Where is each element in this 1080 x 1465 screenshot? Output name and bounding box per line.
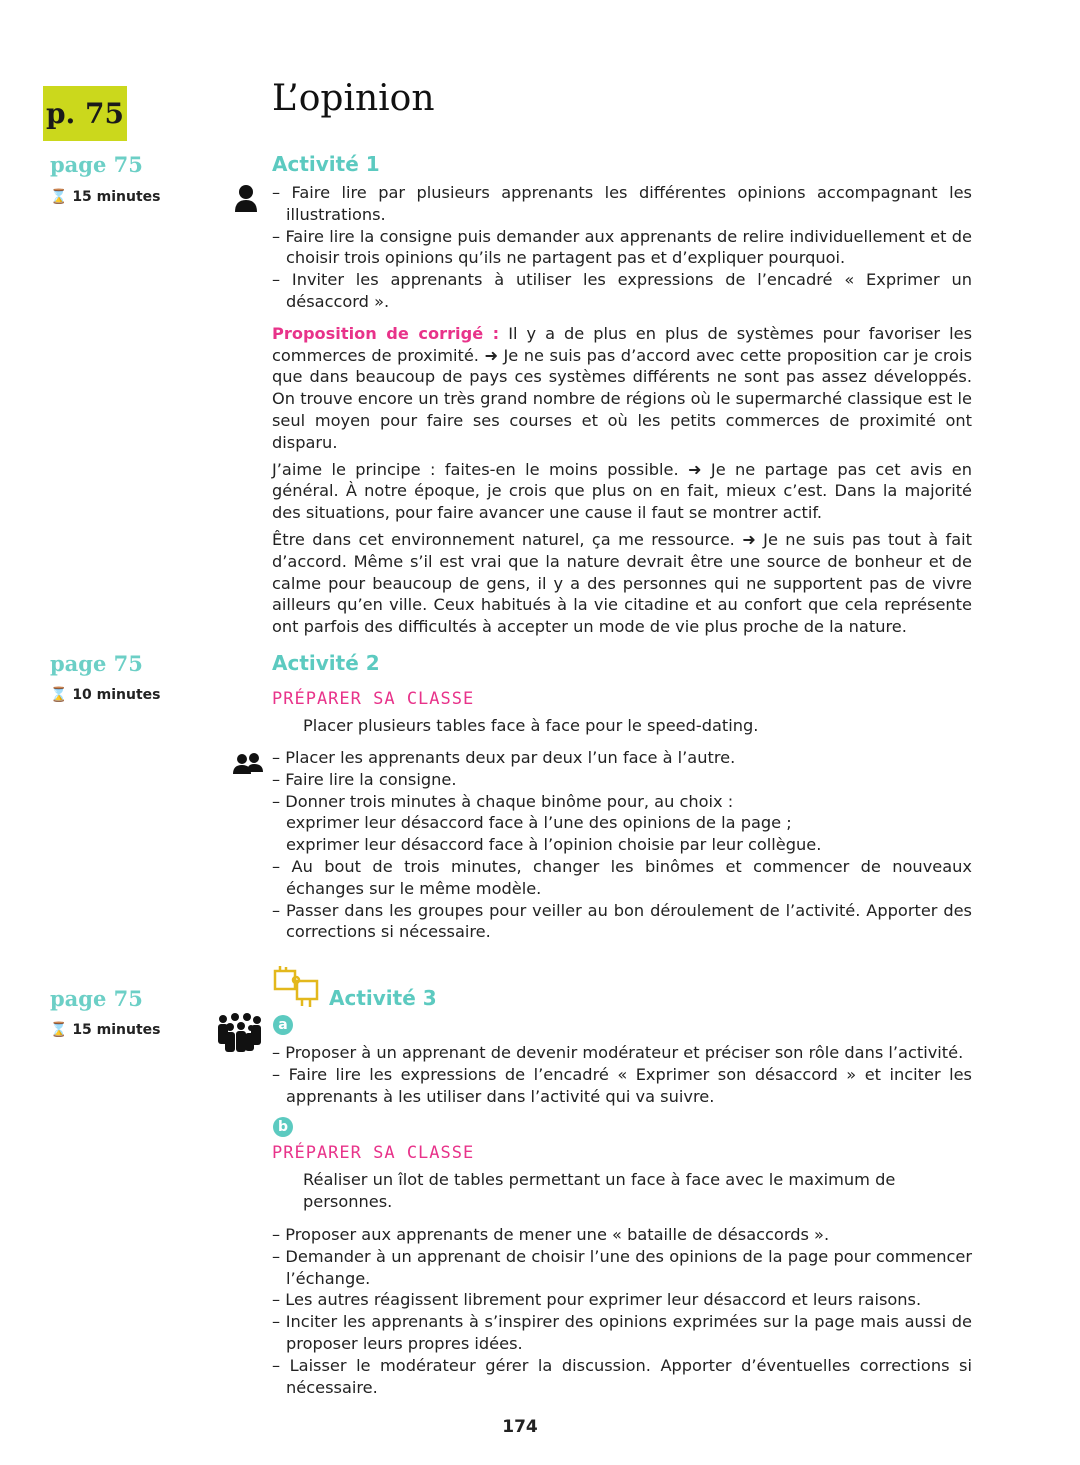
pair-icon [232,752,264,778]
list-item: – Laisser le modérateur gérer la discussion. Apporter d’éventuelles corrections si nécessaire. [272,1355,972,1397]
activity-1-body [272,182,972,643]
sub-item: exprimer leur désaccord face à l’une des opinions de la page ; [286,813,792,833]
activity-heading: Activité 1 [272,152,380,176]
correction-paragraph: J’aime le principe : faites-en le moins possible. ➜ Je ne partage pas cet avis en général. À notre époque, je crois que plus on en fait, mieux c’est. Dans la majorité des situations, pour faire avancer une cause il faut se montrer actif. [272,459,972,523]
correction-paragraph: Être dans cet environnement naturel, ça me ressource. ➜ Je ne suis pas tout à fait d’accord. Même s’il est vrai que la nature devrait être une source de bonheur et de calme pour beaucoup de gens, il y a des personnes qui ne supportent pas de vivre ailleurs qu’en ville. Ceux habitués à la vie citadine et au confort que cela représente ont parfois des difficultés à accepter un mode de vie plus proche de la nature. [272,529,972,637]
hourglass-icon: ⌛ [50,687,68,703]
list-item: – Placer les apprenants deux par deux l’un face à l’autre. [272,748,736,767]
duration: ⌛ 10 minutes [50,687,161,703]
page-ref: page 75 [50,152,143,177]
prep-text: Placer plusieurs tables face à face pour le speed-dating. [303,716,759,735]
list-item: – Les autres réagissent librement pour exprimer leur désaccord et leurs raisons. [272,1290,922,1310]
prep-label: PRÉPARER SA CLASSE [272,689,475,709]
list-item: – Faire lire la consigne puis demander aux apprenants de relire individuellement et de choisir trois opinions qu’ils ne partagent pas et d’expliquer pourquoi. [272,226,972,268]
page-number: 174 [502,1417,538,1437]
list-item: – Proposer aux apprenants de mener une « bataille de désaccords ». [272,1225,830,1244]
correction-paragraph: Proposition de corrigé : Il y a de plus en plus de systèmes pour favoriser les commerces de proximité. ➜ Je ne suis pas d’accord avec cette proposition car je crois que dans beaucoup de pays ces systèmes différents ne sont pas assez développés. On trouve encore un très grand nombre de régions où le supermarché classique est le seul moyen pour faire ses courses et où les petits commerces de proximité ont disparu. [272,323,972,452]
puzzle-hands-icon [272,965,324,1009]
step-b-badge: b [273,1117,293,1137]
list-item: – Demander à un apprenant de choisir l’une des opinions de la page pour commencer l’échange. [272,1246,972,1288]
activity-heading: Activité 2 [272,651,380,675]
list-item: – Proposer à un apprenant de devenir modérateur et préciser son rôle dans l’activité. [272,1043,964,1062]
hourglass-icon: ⌛ [50,189,68,205]
page-ref: page 75 [50,651,143,676]
hourglass-icon: ⌛ [50,1022,68,1038]
duration: ⌛ 15 minutes [50,1022,161,1038]
duration: ⌛ 15 minutes [50,189,161,205]
group-icon [215,1013,263,1053]
prep-text: Réaliser un îlot de tables permettant un face à face avec le maximum de personnes. [303,1170,896,1211]
list-item: – Faire lire la consigne. [272,769,457,789]
page-title: L’opinion [272,78,435,119]
activity-heading: Activité 3 [329,986,437,1010]
person-icon [234,184,258,212]
list-item: – Donner trois minutes à chaque binôme pour, au choix : [272,791,734,811]
activity-3b-body [272,1224,972,1398]
sub-item: exprimer leur désaccord face à l’opinion choisie par leur collègue. [286,835,822,855]
activity-2-body [272,747,972,943]
list-item: – Au bout de trois minutes, changer les binômes et commencer de nouveaux échanges sur le même modèle. [272,856,972,898]
activity-3a-body [272,1042,972,1107]
list-item: – Faire lire les expressions de l’encadré « Exprimer son désaccord » et inciter les apprenants à les utiliser dans l’activité qui va suivre. [272,1064,972,1106]
step-a-badge: a [273,1015,293,1035]
prep-label: PRÉPARER SA CLASSE [272,1143,475,1163]
list-item: – Passer dans les groupes pour veiller au bon déroulement de l’activité. Apporter des corrections si nécessaire. [272,900,972,942]
page-badge: p. 75 [43,86,127,141]
list-item: – Inciter les apprenants à s’inspirer des opinions exprimées sur la page mais aussi de proposer leurs propres idées. [272,1312,973,1353]
list-item: – Inviter les apprenants à utiliser les expressions de l’encadré « Exprimer un désaccord ». [272,270,972,311]
page-ref: page 75 [50,986,143,1011]
list-item: – Faire lire par plusieurs apprenants les différentes opinions accompagnant les illustrations. [272,183,972,224]
